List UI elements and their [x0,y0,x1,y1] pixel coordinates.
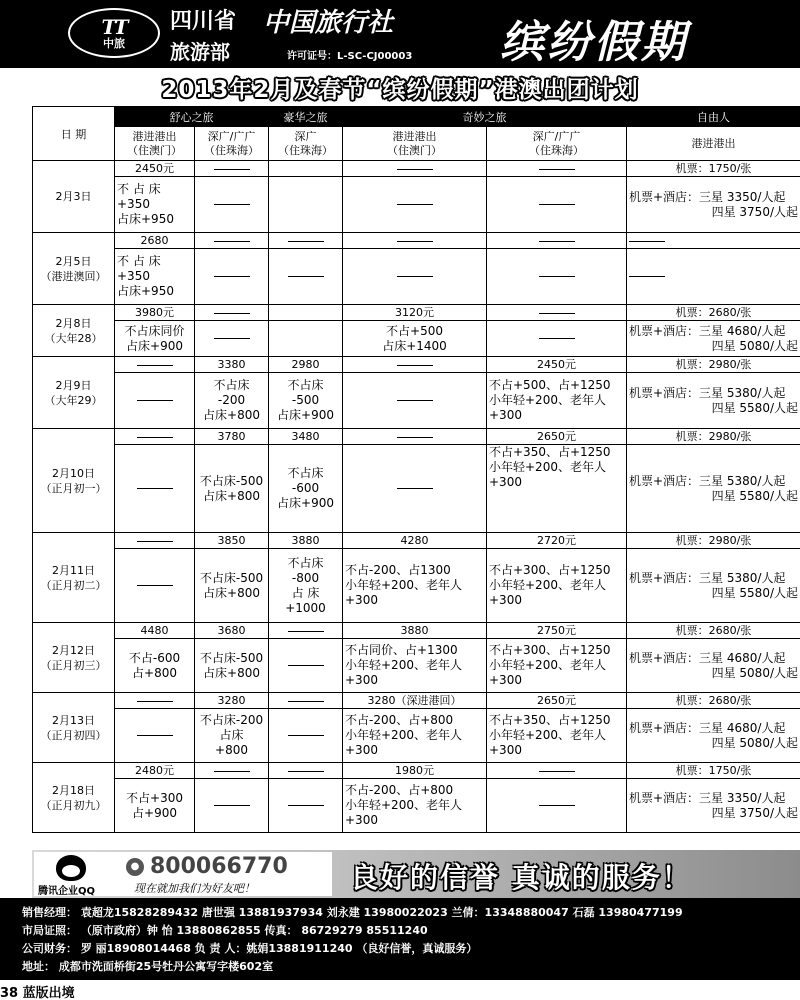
table-row [33,429,800,445]
date-cell: 2月10日 （正月初一） [33,429,115,533]
price-cell: 2680 [115,233,195,249]
dash-mark [288,805,324,806]
detail-cell: 不占床-500 占床+800 [195,445,269,533]
package-4star: 四星 3750/人起 [711,204,798,219]
package-4star: 四星 5080/人起 [711,665,798,680]
price-cell: 3680 [195,623,269,639]
empty-cell [487,233,627,249]
empty-cell [269,623,343,639]
table-row [33,623,800,639]
date-cell: 2月9日 （大年29） [33,357,115,429]
date-cell: 2月8日 （大年28） [33,305,115,357]
price-cell: 2450元 [115,161,195,177]
dash-mark [214,313,250,314]
detail-cell: 不占+500、占+1250 小年轻+200、老年人 +300 [487,373,627,429]
price-cell: 4480 [115,623,195,639]
license-number: 许可证号：L-SC-CJ00003 [287,51,413,62]
price-cell: 3880 [343,623,487,639]
contact-info [0,898,800,978]
dash-mark [214,241,250,242]
detail-cell: 不占床-200 占床 +800 [195,709,269,763]
package-3star: 机票+酒店：三星 4680/人起 [629,323,786,338]
table-row [33,233,800,249]
detail-cell: 不占同价、占+1300 小年轻+200、老年人 +300 [343,639,487,693]
group-header-wonder: 奇妙之旅 [343,107,627,127]
detail-cell: 不占床同价 占床+900 [115,321,195,357]
dash-mark [288,631,324,632]
empty-cell [195,177,269,233]
empty-cell [269,233,343,249]
dash-mark [397,437,433,438]
table-row [33,639,800,693]
dash-mark [629,276,665,277]
empty-cell [115,533,195,549]
date-cell: 2月5日 （港进澳回） [33,233,115,305]
price-cell: 3780 [195,429,269,445]
dash-mark [137,585,173,586]
logo-mark: TT [101,14,127,39]
dash-mark [288,771,324,772]
price-cell: 3980元 [115,305,195,321]
price-cell: 3380 [195,357,269,373]
empty-cell [343,233,487,249]
date-cell: 2月11日 （正月初二） [33,533,115,623]
dash-mark [214,169,250,170]
date-cell: 2月18日 （正月初九） [33,763,115,833]
price-cell: 3280（深进港回） [343,693,487,709]
price-cell: 3850 [195,533,269,549]
dash-mark [397,241,433,242]
package-cell [627,779,800,833]
table-row [33,549,800,623]
group-header-luxury: 豪华之旅 [269,107,343,127]
empty-cell [269,779,343,833]
dash-mark [288,735,324,736]
package-3star: 机票+酒店：三星 5380/人起 [629,385,786,400]
empty-cell [195,763,269,779]
empty-cell [195,779,269,833]
price-cell: 2720元 [487,533,627,549]
empty-cell [487,763,627,779]
dash-mark [288,241,324,242]
dash-mark [288,665,324,666]
sub-header-sz-gz-zhuhai-wonder: 深广/广广 （住珠海） [487,127,627,161]
empty-cell [343,177,487,233]
package-3star: 机票+酒店：三星 3350/人起 [629,790,786,805]
empty-cell [487,321,627,357]
empty-cell [487,161,627,177]
dash-mark [539,338,575,339]
empty-cell [269,693,343,709]
brand-title: 缤纷假期 [500,17,688,68]
price-cell: 2450元 [487,357,627,373]
empty-cell [343,445,487,533]
table-row [33,177,800,233]
dash-mark [288,701,324,702]
package-cell [627,549,800,623]
package-3star: 机票+酒店：三星 5380/人起 [629,473,786,488]
empty-cell [115,373,195,429]
detail-cell: 不占-200、占1300 小年轻+200、老年人 +300 [343,549,487,623]
table-row [33,357,800,373]
group-header-free: 自由人 [627,107,800,127]
flight-price: 机票：2980/张 [627,357,800,373]
page-title: 2013年2月及春节“缤纷假期”港澳出团计划 [161,76,639,103]
group-header-comfort: 舒心之旅 [115,107,269,127]
detail-cell: 不 占 床 +350 占床+950 [115,177,195,233]
table-row [33,249,800,305]
price-cell: 2650元 [487,429,627,445]
table-row [33,321,800,357]
empty-cell [115,445,195,533]
date-cell: 2月12日 （正月初三） [33,623,115,693]
empty-cell [195,321,269,357]
package-3star: 机票+酒店：三星 4680/人起 [629,650,786,665]
dash-mark [137,701,173,702]
dash-mark [397,204,433,205]
dash-mark [137,541,173,542]
package-cell [627,639,800,693]
package-4star: 四星 5580/人起 [711,585,798,600]
table-row [33,533,800,549]
flight-price: 机票：2680/张 [627,693,800,709]
package-cell [627,373,800,429]
detail-cell: 不占床-500 占床+800 [195,639,269,693]
empty-cell [195,305,269,321]
dash-mark [539,241,575,242]
price-cell: 3120元 [343,305,487,321]
empty-cell [115,429,195,445]
empty-cell [269,177,343,233]
qq-number[interactable]: 800066770 [150,854,288,879]
detail-cell: 不占+300 占+900 [115,779,195,833]
organization-name: 中国旅行社 [263,8,394,38]
empty-cell [195,249,269,305]
package-3star: 机票+酒店：三星 4680/人起 [629,720,786,735]
package-4star: 四星 3750/人起 [711,805,798,820]
empty-cell [343,161,487,177]
dash-mark [214,805,250,806]
address: 地址： 成都市洗面桥街25号牡丹公寓写字楼602室 [22,960,274,973]
detail-cell: 不占-200、占+800 小年轻+200、老年人 +300 [343,709,487,763]
dash-mark [397,276,433,277]
dash-mark [539,204,575,205]
package-cell [627,445,800,533]
dash-mark [629,241,665,242]
price-cell: 2650元 [487,693,627,709]
sales-managers: 销售经理： 袁超龙15828289432 唐世强 13881937934 刘永建 13980022023 兰倩：13348880047 石磊 13980477199 [22,906,683,919]
dash-mark [539,276,575,277]
flight-price: 机票：2680/张 [627,623,800,639]
table-row [33,161,800,177]
dash-mark [397,169,433,170]
title-bar [0,70,800,104]
dash-mark [539,313,575,314]
package-4star: 四星 5080/人起 [711,735,798,750]
empty-cell [115,709,195,763]
dash-mark [137,365,173,366]
package-cell [627,321,800,357]
price-cell: 2480元 [115,763,195,779]
qq-label: 腾讯企业QQ [38,886,96,897]
dash-mark [397,400,433,401]
table-row [33,693,800,709]
empty-cell [195,233,269,249]
service-motto: 良好的信誉 真诚的服务！ [350,861,692,894]
empty-cell [487,177,627,233]
tour-schedule-table [32,106,800,833]
flight-price: 机票：1750/张 [627,763,800,779]
dash-mark [214,204,250,205]
empty-cell [487,305,627,321]
footer-divider [0,978,800,980]
logo-sub-text: 中旅 [103,36,125,50]
empty-cell [343,249,487,305]
package-4star: 四星 5080/人起 [711,338,798,353]
date-cell: 2月3日 [33,161,115,233]
sub-header-hk-free: 港进港出 [627,127,800,161]
sub-header-sz-zhuhai: 深广 （住珠海） [269,127,343,161]
table-row [33,373,800,429]
table-row [33,305,800,321]
price-cell: 3280 [195,693,269,709]
dash-mark [137,437,173,438]
package-cell [627,709,800,763]
package-cell [627,177,800,233]
detail-cell: 不 占 床 +350 占床+950 [115,249,195,305]
dash-mark [288,276,324,277]
empty-cell [343,373,487,429]
dash-mark [397,365,433,366]
table-row [33,779,800,833]
qq-bubble-icon: ● [126,858,144,876]
sub-header-hk-macau-wonder: 港进港出 （住澳门） [343,127,487,161]
qq-slogan: 现在就加我们为好友吧！ [134,882,255,895]
empty-cell [269,709,343,763]
flight-price: 机票：2680/张 [627,305,800,321]
sub-header-hk-macau: 港进港出 （住澳门） [115,127,195,161]
table-row [33,709,800,763]
price-cell: 2750元 [487,623,627,639]
detail-cell: 不占床 -200 占床+800 [195,373,269,429]
detail-cell: 不占床-500 占床+800 [195,549,269,623]
dash-mark [539,771,575,772]
flight-price: 机票：1750/张 [627,161,800,177]
empty-cell [343,429,487,445]
flight-price: 机票：2980/张 [627,533,800,549]
table-row [33,445,800,533]
company-logo [68,8,160,58]
dash-mark [137,400,173,401]
flight-price: 机票：2980/张 [627,429,800,445]
detail-cell: 不占-200、占+800 小年轻+200、老年人 +300 [343,779,487,833]
dash-mark [137,735,173,736]
province-name: 四川省 [170,9,237,34]
detail-cell: 不占+350、占+1250 小年轻+200、老年人 +300 [487,445,627,533]
empty-cell [115,693,195,709]
license-office: 市局证照： （原市政府）钟 怡 13880862855 传真： 86729279 85511240 [22,924,428,937]
empty-cell [115,549,195,623]
header [0,0,800,68]
empty-cell [115,357,195,373]
package-3star: 机票+酒店：三星 5380/人起 [629,570,786,585]
finance-contact: 公司财务： 罗 丽18908014468 负 责 人：姚娟13881911240 （良好信誉，真诚服务） [22,942,478,955]
detail-cell: 不占-600 占+800 [115,639,195,693]
dash-mark [214,276,250,277]
package-3star: 机票+酒店：三星 3350/人起 [629,189,786,204]
detail-cell: 不占床 -500 占床+900 [269,373,343,429]
detail-cell: 不占+500 占床+1400 [343,321,487,357]
detail-cell: 不占床 -600 占床+900 [269,445,343,533]
package-4star: 四星 5580/人起 [711,488,798,503]
detail-cell: 不占+350、占+1250 小年轻+200、老年人 +300 [487,709,627,763]
date-cell: 2月13日 （正月初四） [33,693,115,763]
qq-contact-box[interactable] [34,852,332,896]
empty-cell [269,321,343,357]
detail-cell: 不占+300、占+1250 小年轻+200、老年人 +300 [487,549,627,623]
department-name: 旅游部 [170,40,230,64]
qq-penguin-icon [56,855,86,881]
empty-cell [269,763,343,779]
dash-mark [137,488,173,489]
empty-cell [195,161,269,177]
price-cell: 4280 [343,533,487,549]
empty-cell [269,161,343,177]
page-number: 38 蓝版出境 [0,986,75,1000]
date-column-header: 日 期 [33,107,115,161]
detail-cell: 不占床 -800 占 床 +1000 [269,549,343,623]
footer-banner [32,850,800,898]
empty-cell [627,233,800,249]
detail-cell: 不占+300、占+1250 小年轻+200、老年人 +300 [487,639,627,693]
package-4star: 四星 5580/人起 [711,400,798,415]
empty-cell [269,639,343,693]
price-cell: 3480 [269,429,343,445]
empty-cell [343,357,487,373]
dash-mark [539,169,575,170]
price-cell: 1980元 [343,763,487,779]
empty-cell [627,249,800,305]
empty-cell [487,249,627,305]
empty-cell [269,305,343,321]
sub-header-sz-gz-zhuhai: 深广/广广 （住珠海） [195,127,269,161]
empty-cell [269,249,343,305]
price-cell: 2980 [269,357,343,373]
dash-mark [397,488,433,489]
table-row [33,763,800,779]
price-cell: 3880 [269,533,343,549]
dash-mark [214,338,250,339]
empty-cell [487,779,627,833]
dash-mark [539,805,575,806]
dash-mark [214,771,250,772]
